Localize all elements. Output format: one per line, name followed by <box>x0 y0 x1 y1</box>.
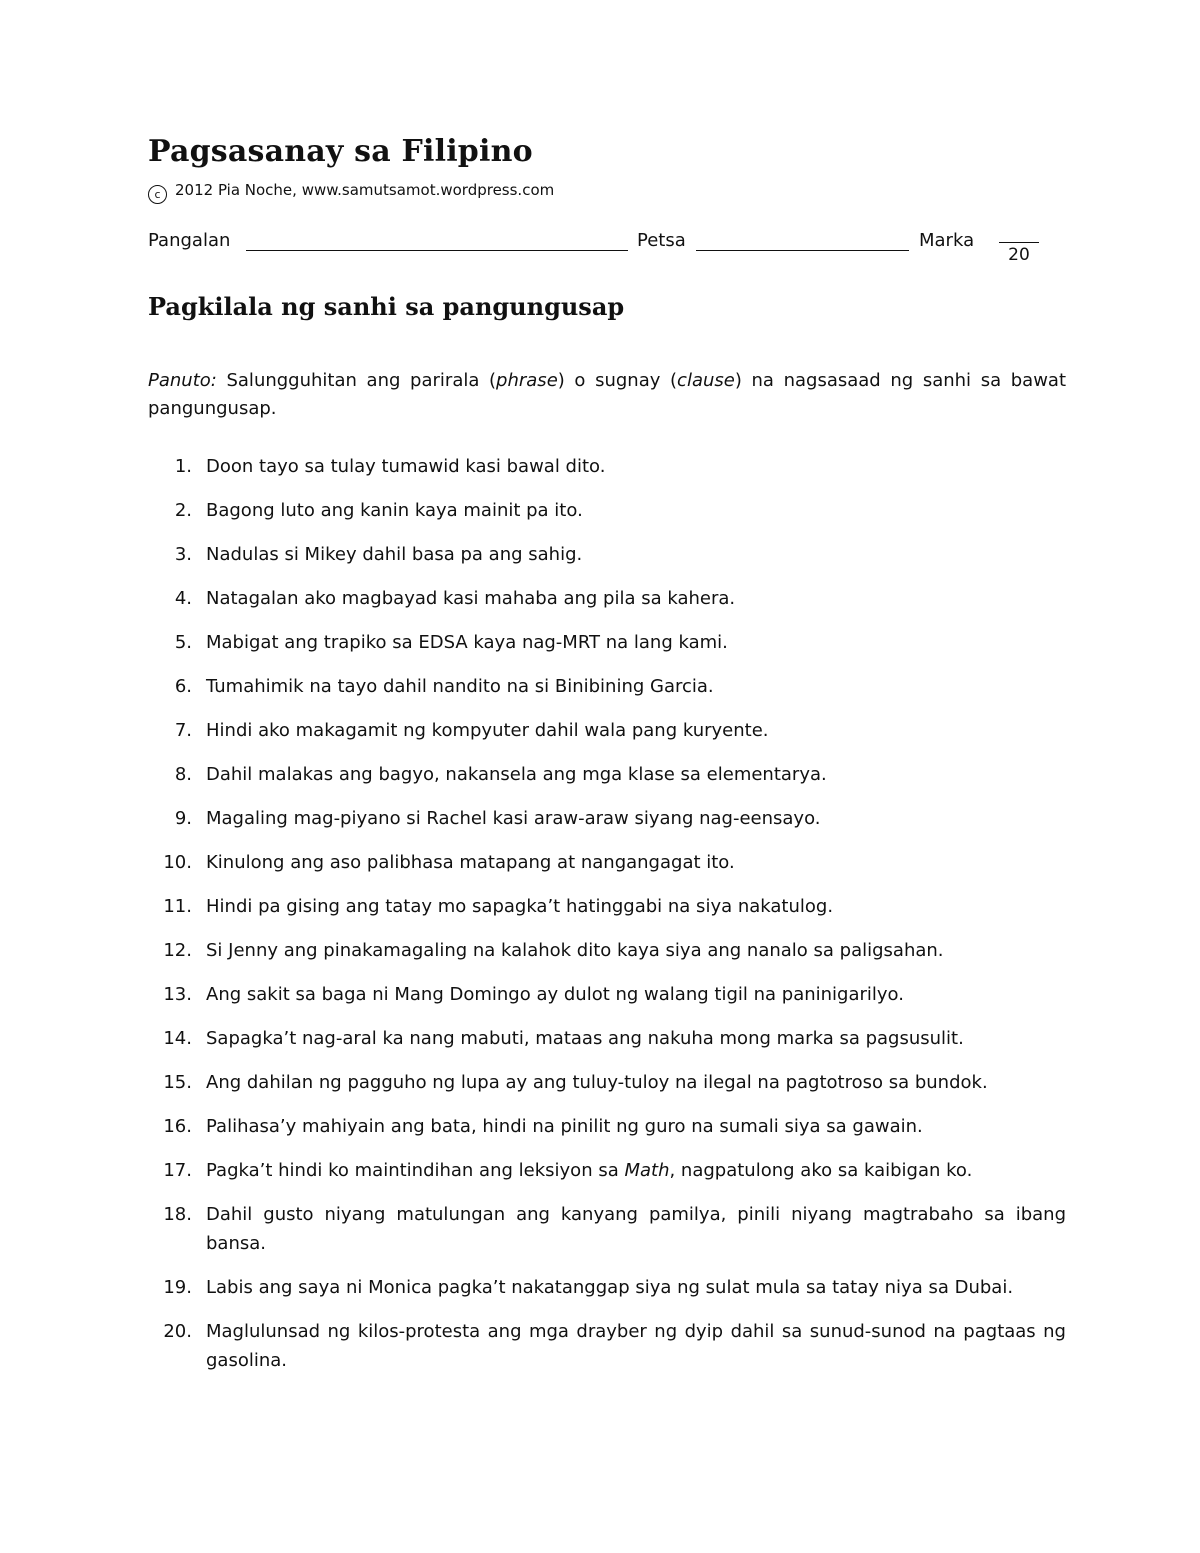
name-label: Pangalan <box>148 230 231 251</box>
item-text: Nadulas si Mikey dahil basa pa ang sahig. <box>206 544 583 565</box>
item-text: Natagalan ako magbayad kasi mahaba ang pila sa kahera. <box>206 588 736 609</box>
list-item <box>148 892 1066 921</box>
list-item <box>148 848 1066 877</box>
item-text: Maglulunsad ng kilos-protesta ang mga drayber ng dyip dahil sa sunud-sunod na pagtaas ng gasolina. <box>206 1321 1066 1371</box>
item-text: Ang sakit sa baga ni Mang Domingo ay dulot ng walang tigil na paninigarilyo. <box>206 984 904 1005</box>
item-number: 7. <box>174 720 192 741</box>
item-number: 17. <box>163 1160 192 1181</box>
item-number: 18. <box>163 1204 192 1225</box>
item-number: 1. <box>174 456 192 477</box>
item-text: Ang dahilan ng pagguho ng lupa ay ang tuluy-tuloy na ilegal na pagtotroso sa bundok. <box>206 1072 988 1093</box>
list-item <box>148 1156 1066 1185</box>
item-text: Labis ang saya ni Monica pagka’t nakatanggap siya ng sulat mula sa tatay niya sa Dubai. <box>206 1277 1014 1298</box>
date-field[interactable] <box>696 250 909 251</box>
list-item <box>148 980 1066 1009</box>
list-item <box>148 760 1066 789</box>
item-number: 16. <box>163 1116 192 1137</box>
list-item <box>148 496 1066 525</box>
list-item <box>148 716 1066 745</box>
list-item <box>148 1317 1066 1375</box>
list-item <box>148 936 1066 965</box>
item-number: 8. <box>174 764 192 785</box>
score-label: Marka <box>919 230 975 251</box>
item-text <box>206 1156 1066 1185</box>
list-item <box>148 672 1066 701</box>
list-item <box>148 584 1066 613</box>
exercise-list <box>148 452 1066 1390</box>
list-item <box>148 1200 1066 1258</box>
item-number: 14. <box>163 1028 192 1049</box>
item-text: Tumahimik na tayo dahil nandito na si Binibining Garcia. <box>206 676 714 697</box>
copyright-line <box>148 181 554 204</box>
list-item <box>148 1024 1066 1053</box>
item-number: 4. <box>174 588 192 609</box>
item-number: 12. <box>163 940 192 961</box>
item-text: Palihasa’y mahiyain ang bata, hindi na pinilit ng guro na sumali siya sa gawain. <box>206 1116 923 1137</box>
item-text: Hindi ako makagamit ng kompyuter dahil wala pang kuryente. <box>206 720 769 741</box>
list-item <box>148 1112 1066 1141</box>
item-number: 6. <box>174 676 192 697</box>
list-item <box>148 804 1066 833</box>
item-number: 10. <box>163 852 192 873</box>
score-fraction-bar <box>999 242 1039 243</box>
list-item <box>148 1273 1066 1302</box>
item-number: 3. <box>174 544 192 565</box>
instructions-lead: Panuto: <box>148 370 217 391</box>
item-text: Kinulong ang aso palibhasa matapang at nangangagat ito. <box>206 852 735 873</box>
item-text: Si Jenny ang pinakamagaling na kalahok dito kaya siya ang nanalo sa paligsahan. <box>206 940 944 961</box>
list-item <box>148 540 1066 569</box>
list-item <box>148 1068 1066 1097</box>
item-number: 11. <box>163 896 192 917</box>
item-number: 2. <box>174 500 192 521</box>
instructions-part1: Salungguhitan ang parirala ( <box>216 370 497 391</box>
instructions-term-phrase: phrase <box>496 370 558 391</box>
item-number: 9. <box>174 808 192 829</box>
item-text: Doon tayo sa tulay tumawid kasi bawal dito. <box>206 456 606 477</box>
instructions-part2: ) o sugnay ( <box>557 370 678 391</box>
item-text: Sapagka’t nag-aral ka nang mabuti, mataas ang nakuha mong marka sa pagsusulit. <box>206 1028 964 1049</box>
item-text-emphasis: Math <box>624 1160 670 1181</box>
list-item <box>148 452 1066 481</box>
copyright-icon: c <box>148 185 167 204</box>
instructions-part3: ) na nagsasaad ng sanhi sa bawat pangungusap. <box>148 370 1067 419</box>
item-number: 20. <box>163 1321 192 1342</box>
item-text: Bagong luto ang kanin kaya mainit pa ito. <box>206 500 583 521</box>
worksheet-page <box>148 0 1066 1553</box>
item-text: Magaling mag-piyano si Rachel kasi araw-araw siyang nag-eensayo. <box>206 808 821 829</box>
section-title: Pagkilala ng sanhi sa pangungusap <box>148 292 625 321</box>
date-label: Petsa <box>637 230 686 251</box>
item-text: Dahil malakas ang bagyo, nakansela ang mga klase sa elementarya. <box>206 764 827 785</box>
score-total: 20 <box>1008 245 1030 265</box>
list-item <box>148 628 1066 657</box>
item-number: 15. <box>163 1072 192 1093</box>
item-text-part-b: , nagpatulong ako sa kaibigan ko. <box>669 1160 973 1181</box>
item-text: Dahil gusto niyang matulungan ang kanyang pamilya, pinili niyang magtrabaho sa ibang bansa. <box>206 1204 1066 1254</box>
item-number: 5. <box>174 632 192 653</box>
instructions <box>148 367 1066 423</box>
document-title: Pagsasanay sa Filipino <box>148 134 533 169</box>
score-box[interactable] <box>999 232 1039 265</box>
item-number: 19. <box>163 1277 192 1298</box>
item-text: Hindi pa gising ang tatay mo sapagka’t hatinggabi na siya nakatulog. <box>206 896 834 917</box>
name-field[interactable] <box>246 250 628 251</box>
copyright-text: 2012 Pia Noche, www.samutsamot.wordpress.com <box>175 181 555 199</box>
student-info-row <box>148 230 1066 270</box>
item-text: Mabigat ang trapiko sa EDSA kaya nag-MRT na lang kami. <box>206 632 728 653</box>
item-text-part-a: Pagka’t hindi ko maintindihan ang leksiyon sa <box>206 1160 625 1181</box>
item-number: 13. <box>163 984 192 1005</box>
instructions-term-clause: clause <box>677 370 735 391</box>
